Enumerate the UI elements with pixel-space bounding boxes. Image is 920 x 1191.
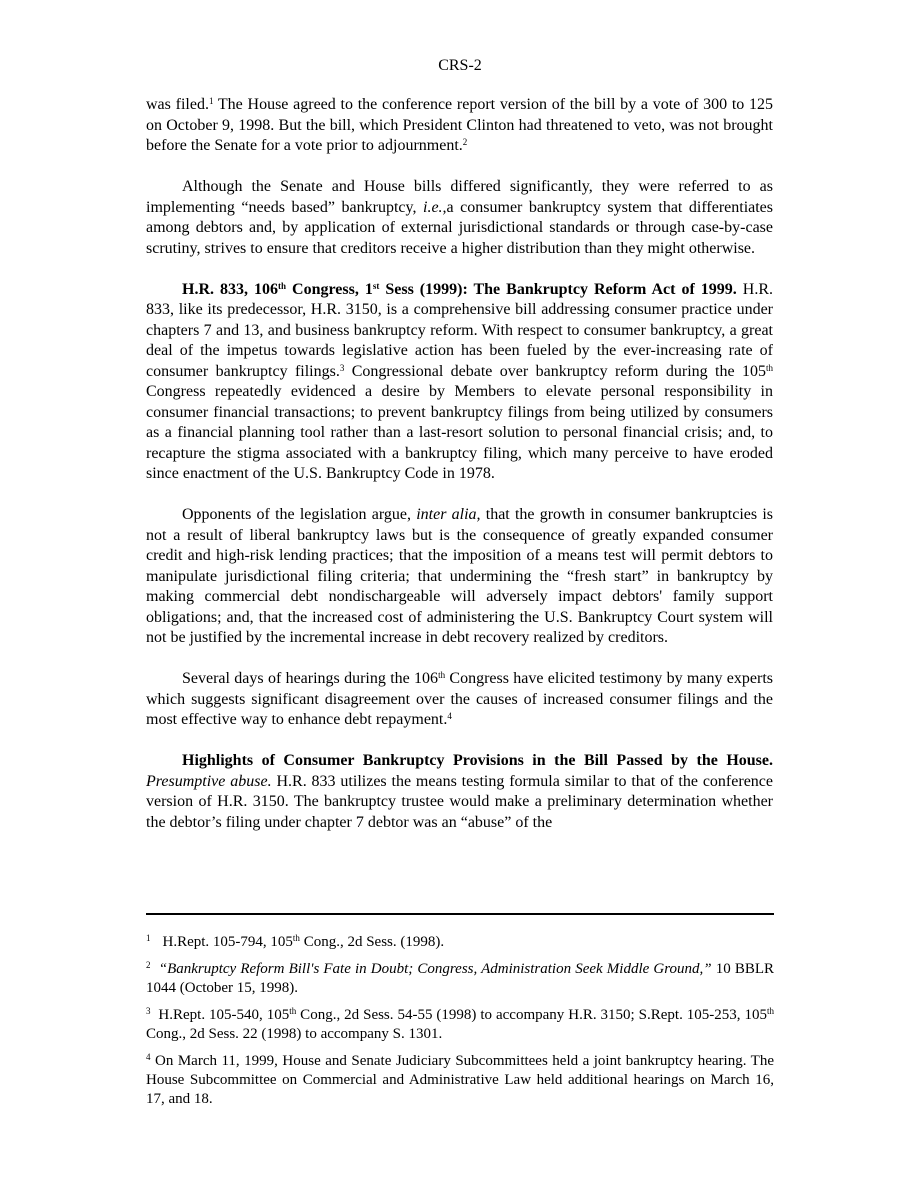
footnote-ref-1[interactable]: 1 [208, 96, 214, 107]
body-text [146, 95, 773, 854]
footnote-1: $^1$ H.Rept. 105-794, 105th Cong., 2d Sess. (1998). [146, 933, 445, 950]
paragraph-3: H.R. 833, 106th Congress, 1st Sess (1999): The Bankruptcy Reform Act of 1999. H.R. 833, like its predecessor, H.R. 3150, is a comprehensive bill addressing consumer practice under chapters 7 and 13, and business bankruptcy reform. With respect to consumer bankruptcy, a great deal of the impetus towards legislative action has been fueled by the ever-increasing rate of consumer bankruptcy filings.$^3$ Congressional debate over bankruptcy reform during the 105th Congress repeatedly evidenced a desire by Members to elevate personal responsibility in consumer financial transactions; to prevent bankruptcy filings from being utilized by consumers as a financial planning tool rather than a last-resort solution to personal financial crisis; and, to recapture the stigma associated with a bankruptcy filing, which many perceive to have eroded since enactment of the U.S. Bankruptcy Code in 1978. [146, 280, 774, 482]
paragraph-6: Highlights of Consumer Bankruptcy Provisions in the Bill Passed by the House. Presumptive abuse. H.R. 833 utilizes the means testing formula similar to that of the conference version of H.R. 3150. The bankruptcy trustee would make a preliminary determination whether the debtor’s filing under chapter 7 debtor was an “abuse” of the [146, 752, 773, 831]
footnote-ref-3[interactable]: 3 [339, 362, 345, 373]
paragraph-1: was filed.$^1$ The House agreed to the conference report version of the bill by a vote of 300 to 125 on October 9, 1998. But the bill, which President Clinton had threatened to veto, was not brought before the Senate for a vote prior to adjournment.$^2$ [146, 96, 774, 154]
page-number-header: CRS-2 [438, 57, 482, 74]
footnote-2: $^2$ “Bankruptcy Reform Bill's Fate in Doubt; Congress, Administration Seek Middle Ground,” 10 BBLR 1044 (October 15, 1998). [146, 960, 774, 996]
paragraph-2: Although the Senate and House bills differed significantly, they were referred to as implementing “needs based” bankruptcy, i.e.,a consumer bankruptcy system that differentiates among debtors and, by application of external jurisdictional standards or through case-by-case scrutiny, strives to ensure that creditors receive a higher distribution than they might otherwise. [146, 178, 774, 257]
subheading-presumptive-abuse: Presumptive abuse. [146, 772, 272, 790]
footnote-ref-2[interactable]: 2 [462, 137, 468, 148]
footnote-divider [146, 913, 774, 915]
paragraph-5: Several days of hearings during the 106th Congress have elicited testimony by many experts which suggests significant disagreement over the causes of increased consumer filings and the most effective way to enhance debt repayment.$^4$ [146, 670, 774, 728]
section-heading-hr833: H.R. 833, 106th Congress, 1st Sess (1999): The Bankruptcy Reform Act of 1999. [182, 280, 737, 298]
footnotes [146, 933, 774, 1117]
paragraph-4: Opponents of the legislation argue, inter alia, that the growth in consumer bankruptcies is not a result of liberal bankruptcy laws but is the consequence of greatly expanded consumer credit and high-risk lending practices; that the imposition of a means test will permit debtors to manipulate jurisdictional filing criteria; that undermining the “fresh start” in bankruptcy by making commercial debt nondischargeable will adversely impact debtors' family support obligations; and, that the increased cost of administering the U.S. Bankruptcy Court system will not be justified by the incremental increase in debt recovery realized by creditors. [146, 506, 773, 646]
footnote-3: $^3$ H.Rept. 105-540, 105th Cong., 2d Sess. 54-55 (1998) to accompany H.R. 3150; S.Rept. 105-253, 105th Cong., 2d Sess. 22 (1998) to accompany S. 1301. [146, 1006, 774, 1042]
footnote-ref-4[interactable]: 4 [447, 711, 452, 722]
section-heading-highlights: Highlights of Consumer Bankruptcy Provisions in the Bill Passed by the House. [182, 752, 773, 769]
footnote-4: $^4$ On March 11, 1999, House and Senate Judiciary Subcommittees held a joint bankruptcy hearing. The House Subcommittee on Commercial and Administrative Law held additional hearings on March 16, 17, and 18. [146, 1052, 775, 1107]
